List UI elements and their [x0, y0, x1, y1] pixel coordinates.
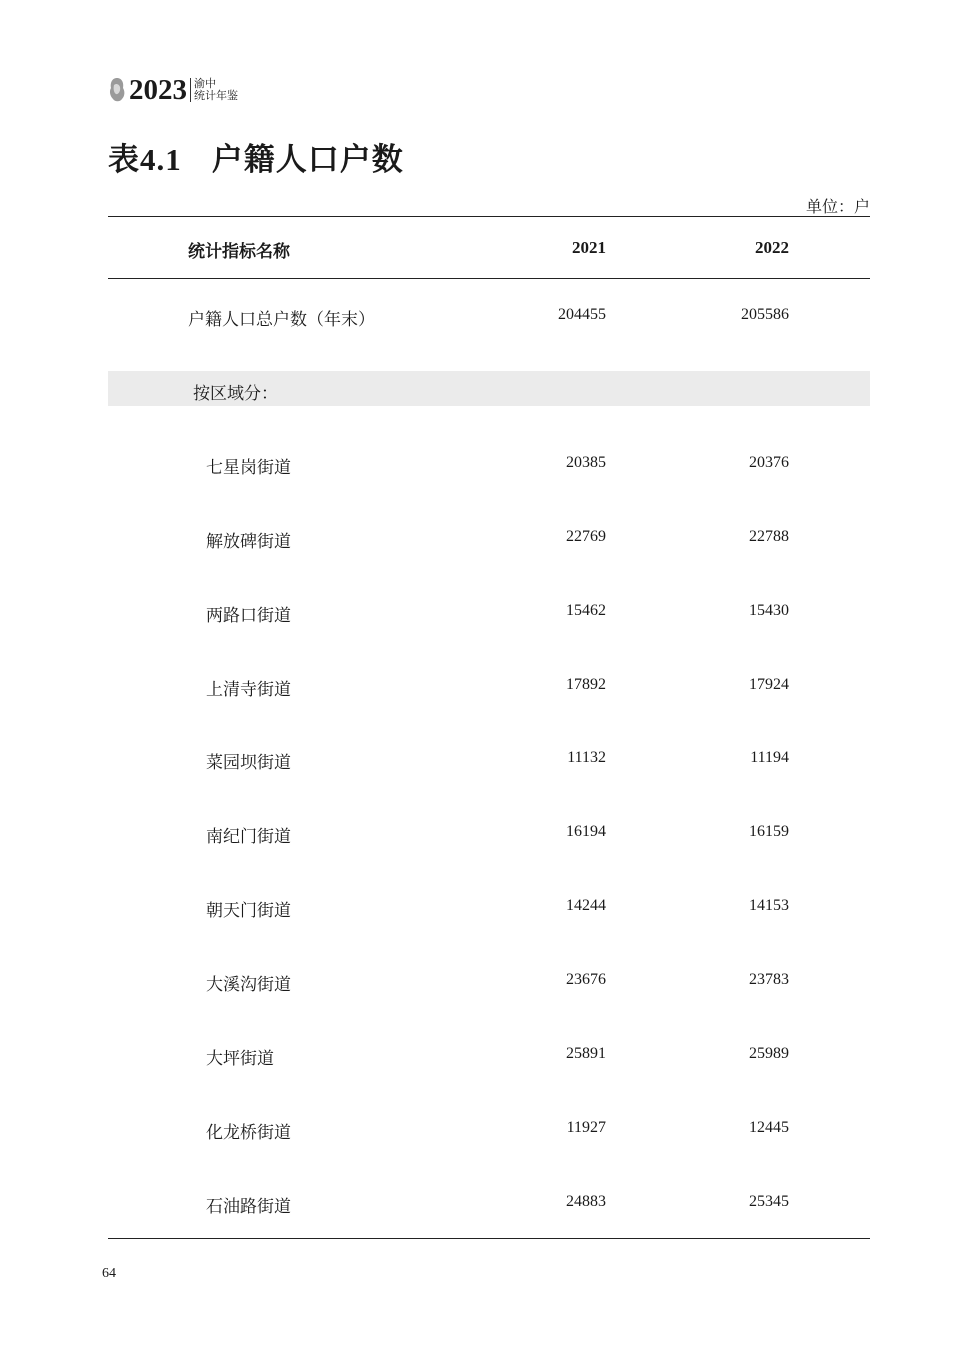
table-row — [108, 814, 870, 850]
row-label: 化龙桥街道 — [206, 1123, 291, 1143]
row-label: 大坪街道 — [206, 1049, 274, 1069]
unit-label: 单位：户 — [805, 197, 870, 216]
row-label: 菜园坝街道 — [206, 753, 291, 773]
value-2022: 12445 — [749, 1119, 789, 1136]
value-2021: 24883 — [566, 1193, 606, 1210]
table-row — [108, 740, 870, 776]
row-label: 上清寺街道 — [206, 680, 291, 700]
table-number: 表4.1 — [108, 142, 182, 177]
value-2022: 25989 — [749, 1045, 789, 1062]
row-label: 南纪门街道 — [206, 827, 291, 847]
value-2021: 15462 — [566, 602, 606, 619]
value-2021: 17892 — [566, 676, 606, 693]
section-label: 按区域分： — [193, 384, 278, 404]
table-row — [108, 593, 870, 629]
table-row — [108, 519, 870, 555]
table-row-total — [108, 297, 870, 333]
value-2022: 15430 — [749, 602, 789, 619]
row-label: 石油路街道 — [206, 1197, 291, 1217]
table-row — [108, 1110, 870, 1146]
value-2021: 22769 — [566, 528, 606, 545]
table-row — [108, 1184, 870, 1220]
value-2022: 20376 — [749, 454, 789, 471]
value-2022: 11194 — [750, 749, 789, 766]
yearbook-brand — [190, 78, 238, 102]
column-header-2022: 2022 — [755, 238, 789, 257]
table-top-rule — [108, 216, 870, 217]
value-2021: 20385 — [566, 454, 606, 471]
brand-line-2: 统计年鉴 — [194, 89, 238, 102]
row-label: 七星岗街道 — [206, 458, 291, 478]
value-2022: 16159 — [749, 823, 789, 840]
brand-line-1: 渝中 — [194, 77, 216, 90]
table-row — [108, 667, 870, 703]
yearbook-logo-icon — [108, 77, 126, 103]
table-header-row — [108, 229, 870, 265]
table-row — [108, 1036, 870, 1072]
value-2022: 14153 — [749, 897, 789, 914]
table-title-text: 户籍人口户数 — [211, 142, 404, 178]
table-bottom-rule — [108, 1238, 870, 1239]
yearbook-header — [108, 74, 238, 106]
table-header-rule — [108, 278, 870, 279]
row-label: 大溪沟街道 — [206, 975, 291, 995]
value-2022: 17924 — [749, 676, 789, 693]
value-2022: 205586 — [741, 306, 789, 323]
value-2021: 16194 — [566, 823, 606, 840]
table-title — [108, 134, 404, 179]
row-label: 朝天门街道 — [206, 901, 291, 921]
value-2021: 204455 — [558, 306, 606, 323]
value-2022: 25345 — [749, 1193, 789, 1210]
table-row — [108, 962, 870, 998]
yearbook-year: 2023 — [129, 74, 187, 106]
page-number: 64 — [102, 1266, 116, 1281]
value-2021: 25891 — [566, 1045, 606, 1062]
value-2021: 11927 — [566, 1119, 606, 1136]
value-2021: 14244 — [566, 897, 606, 914]
table-row — [108, 888, 870, 924]
value-2021: 23676 — [566, 971, 606, 988]
column-header-name: 统计指标名称 — [188, 242, 290, 262]
value-2021: 11132 — [567, 749, 606, 766]
value-2022: 22788 — [749, 528, 789, 545]
row-label: 户籍人口总户数（年末） — [188, 310, 375, 330]
value-2022: 23783 — [749, 971, 789, 988]
row-label: 两路口街道 — [206, 606, 291, 626]
section-row-by-region — [108, 371, 870, 406]
row-label: 解放碑街道 — [206, 532, 291, 552]
table-row — [108, 445, 870, 481]
column-header-2021: 2021 — [572, 238, 606, 257]
